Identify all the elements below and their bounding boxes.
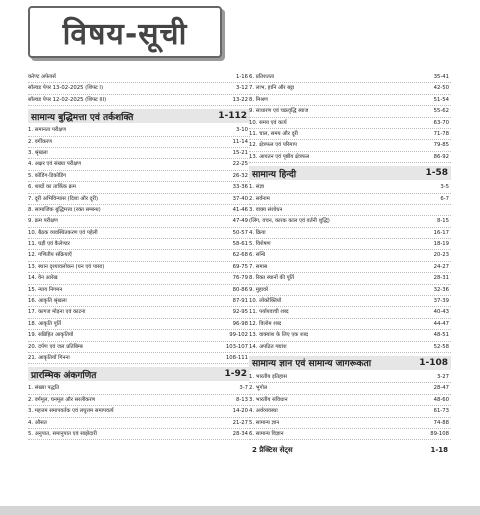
toc-entry-pages: 1-16 [235,73,248,80]
toc-entry [28,319,250,330]
toc-entry-pages: 37-39 [433,298,449,305]
toc-entry-pages: 96-98 [232,320,248,327]
toc-entry [28,262,250,273]
toc-entry-label: 10. लोकोक्तियाँ [249,298,282,305]
toc-entry-pages: 3-5 [440,184,449,191]
toc-entry-pages: 33-36 [232,184,248,191]
section-title: सामान्य ज्ञान एवं सामान्य जागरूकता [252,359,372,370]
toc-entry [249,118,451,129]
toc-entry-label: सॉल्वड पेपर 13-02-2025 (शिफ्ट I) [28,85,104,92]
toc-entry-label: (लिंग, वचन, कारक काल एवं वर्तनी शुद्धि) [249,218,330,225]
toc-entry-label: 7. दूरी अभिविन्यास (दिशा और दूरी) [28,195,99,202]
toc-entry-label: 10. बैठक व्यवस्थितकरण एवं पहेली [28,229,98,236]
toc-entry [249,406,451,417]
toc-entry [28,148,250,159]
section-title: प्रारम्भिक अंकगणित [31,370,97,381]
toc-entry-label: 3. वाक्य संशोधन [249,206,283,213]
section-header-reasoning [28,109,250,123]
toc-entry [28,216,250,227]
toc-entry [28,296,250,307]
toc-entry [249,262,451,273]
practice-sets-row [249,443,451,457]
toc-entry [249,372,451,383]
toc-entry [249,106,451,117]
section-title: सामान्य हिन्दी [252,169,297,180]
toc-entry-label: 9. मुहावरे [249,286,269,293]
reasoning-list [28,125,250,364]
toc-entry-label: 1. भारतीय इतिहास [249,373,287,380]
toc-entry [249,95,451,106]
footer-bar [0,506,480,515]
toc-entry [28,95,250,106]
toc-entry-pages: 35-41 [433,73,449,80]
toc-entry-pages: 76-79 [232,275,248,282]
toc-entry [249,383,451,394]
toc-entry [249,228,451,239]
toc-entry-label: 12. विलोम शब्द [249,320,282,327]
toc-entry [249,129,451,140]
toc-entry-pages: 51-54 [433,96,449,103]
toc-entry [249,395,451,406]
toc-entry-pages: 58-61 [232,241,248,248]
toc-entry [249,152,451,163]
toc-entry-pages: 79-85 [433,142,449,149]
toc-entry-label: 13. वाक्यांश के लिए एक शब्द [249,332,309,339]
toc-entry-label: सॉल्वड पेपर 12-02-2025 (शिफ्ट III) [28,96,107,103]
toc-entry [249,72,451,83]
section-pages: 1-92 [224,369,247,380]
toc-entry [249,307,451,318]
toc-entry-pages: 92-95 [232,309,248,316]
toc-entry-pages: 71-78 [433,130,449,137]
toc-entry [28,182,250,193]
toc-entry-pages: 14-20 [232,408,248,415]
toc-entry-label: 2. भूगोल [249,385,268,392]
toc-entry-pages: 47-49 [232,218,248,225]
toc-entry-label: 6. शब्दों का तार्किक क्रम [28,184,76,191]
toc-entry-label: 1. समानता परीक्षण [28,127,67,134]
section-header-gk [249,356,451,370]
toc-entry-label: 14. अपठित गद्यांश [249,343,287,350]
toc-entry [28,429,250,440]
section-pages: 1-112 [218,111,247,122]
toc-entry [28,159,250,170]
toc-entry-pages: 3-10 [235,127,248,134]
toc-entry-pages: 6-7 [440,195,449,202]
toc-entry-pages: 80-86 [232,286,248,293]
toc-entry-pages: 52-58 [433,343,449,350]
toc-entry-label: 6. प्रतिशतता [249,73,275,80]
toc-entry-pages: 42-50 [433,85,449,92]
section-title: सामान्य बुद्धिमत्ता एवं तर्कशक्ति [31,112,134,123]
toc-entry [249,205,451,216]
gk-list [249,372,451,440]
toc-entry-label: 4. अक्षर एवं संख्या परीक्षण [28,161,81,168]
toc-entry [249,319,451,330]
toc-entry [249,296,451,307]
toc-entry [28,83,250,94]
toc-entry-pages: 21-27 [232,419,248,426]
toc-entry-label: 15. न्याय निगमन [28,286,63,293]
toc-entry-label: 9. क्रम परीक्षण [28,218,58,225]
toc-entry-label: 5. सामान्य ज्ञान [249,419,280,426]
toc-entry-pages: 55-62 [433,108,449,115]
toc-entry-pages: 3-12 [235,85,248,92]
right-column [249,72,451,457]
toc-entry-label: 2. सर्वनाम [249,195,270,202]
toc-entry [28,342,250,353]
toc-entry-pages: 3-27 [436,373,449,380]
toc-entry-label: 21. आकृतियाँ गिनना [28,354,70,361]
toc-entry-label: 8. मिश्रण [249,96,268,103]
toc-entry-pages: 48-60 [433,396,449,403]
toc-entry-pages: 41-46 [232,206,248,213]
toc-entry-label: 1. संज्ञा [249,184,265,191]
toc-entry [249,342,451,353]
toc-entry-pages: 13-22 [232,96,248,103]
toc-entry-pages: 103-107 [225,343,248,350]
toc-entry-pages: 44-47 [433,320,449,327]
section-header-arithmetic [28,367,250,381]
toc-entry-pages: 3-7 [239,385,248,392]
toc-entry-label: 7. लाभ, हानि और बट्टा [249,85,295,92]
toc-entry-pages: 74-88 [433,419,449,426]
arithmetic-continued-list [249,72,451,163]
toc-entry-label: 4. औसत [28,419,47,426]
toc-entry-label: 3. श्रृंखला [28,149,48,156]
toc-entry-pages: 87-91 [232,298,248,305]
section-pages: 1-108 [419,357,448,368]
toc-entry-pages: 40-43 [433,309,449,316]
toc-entry-pages: 50-57 [232,229,248,236]
toc-entry-pages: 8-13 [235,396,248,403]
toc-entry-pages: 26-32 [232,172,248,179]
toc-entry [249,216,451,227]
practice-sets-pages: 1-18 [430,446,448,455]
toc-entry [28,307,250,318]
toc-entry-pages: 48-51 [433,332,449,339]
toc-entry-pages: 28-31 [433,275,449,282]
toc-entry [28,250,250,261]
toc-entry-pages: 15-21 [232,149,248,156]
toc-entry [249,239,451,250]
toc-entry-label: 4. अर्थव्यवस्था [249,408,278,415]
toc-entry-label: 9. साधारण एवं चक्रवृद्धि ब्याज [249,108,309,115]
hindi-list [249,182,451,353]
toc-entry [249,182,451,193]
toc-entry-pages: 32-36 [433,286,449,293]
toc-entry [28,353,250,364]
toc-entry-label: 8. सामाजिक बुद्धिमत्ता (रक्त सम्बन्ध) [28,206,101,213]
toc-entry-label: 6. सन्धि [249,252,266,259]
toc-entry [28,72,250,83]
toc-entry-label: 10. समय एवं कार्य [249,119,287,126]
page-title: विषय-सूची [62,16,188,52]
toc-entry [28,171,250,182]
toc-entry [28,194,250,205]
toc-entry-label: 13. आयतन एवं पृष्ठीय क्षेत्रफल [249,153,310,160]
title-box [28,6,222,58]
toc-entry-pages: 89-108 [430,430,449,437]
practice-sets-label: 2 प्रैक्टिस सेट्स [252,445,293,454]
toc-entry-label: 17. कागज मोड़ना एवं काटना [28,309,86,316]
toc-entry-pages: 69-75 [232,263,248,270]
toc-entry-pages: 18-19 [433,241,449,248]
toc-entry-label: 3. भारतीय संविधान [249,396,288,403]
toc-entry [249,83,451,94]
toc-entry-label: 2. वर्गमूल, घनमूल और सरलीकरण [28,396,96,403]
toc-entry [249,273,451,284]
toc-entry-label: 11. घड़ी एवं कैलेण्डर [28,241,70,248]
toc-entry-label: 5. अनुपात, समानुपात एवं साझेदारी [28,430,97,437]
toc-entry-label: 12. क्षेत्रफल एवं परिमाप [249,142,297,149]
toc-entry-pages: 28-47 [433,385,449,392]
toc-entry-label: 13. स्थान दृश्यावलोकन (घन एवं पासा) [28,263,105,270]
toc-entry [249,330,451,341]
toc-entry [249,418,451,429]
toc-entry-pages: 16-17 [433,229,449,236]
toc-entry-label: 1. संख्या पद्धति [28,385,60,392]
toc-entry-label: 2. वर्गीकरण [28,138,53,145]
toc-entry [28,273,250,284]
toc-entry-pages: 37-40 [232,195,248,202]
toc-entry-label: 5. विशेषण [249,241,271,248]
toc-entry [28,205,250,216]
toc-entry-label: 4. क्रिया [249,229,266,236]
toc-entry [28,395,250,406]
toc-entry-pages: 63-70 [433,119,449,126]
toc-entry [249,194,451,205]
toc-entry-pages: 99-102 [229,332,248,339]
toc-entry [28,406,250,417]
toc-entry-label: 14. वेन आरेख [28,275,58,282]
toc-entry [28,330,250,341]
toc-entry-label: 11. चाल, समय और दूरी [249,130,298,137]
intro-list [28,72,250,106]
toc-entry [28,418,250,429]
toc-entry-pages: 61-73 [433,408,449,415]
toc-entry [28,137,250,148]
toc-entry-label: करेण्ट अफेयर्स [28,73,56,80]
toc-entry [28,125,250,136]
toc-entry-pages: 11-14 [232,138,248,145]
toc-entry-label: 18. आकृति पूर्ति [28,320,62,327]
toc-entry [249,140,451,151]
toc-entry [249,250,451,261]
left-column [28,72,250,440]
toc-entry-label: 16. आकृति श्रृंखला [28,298,67,305]
toc-entry [249,285,451,296]
toc-entry [28,228,250,239]
section-header-hindi [249,166,451,180]
toc-entry [28,285,250,296]
toc-entry-pages: 20-23 [433,252,449,259]
toc-entry-label: 8. रिक्त स्थानों की पूर्ति [249,275,295,282]
toc-entry [28,239,250,250]
toc-entry-label: 20. दर्पण एवं जल प्रतिबिम्ब [28,343,83,350]
section-pages: 1-58 [425,168,448,179]
toc-entry-label: 12. गणितीय संक्रियाएँ [28,252,72,259]
toc-entry-label: 11. पर्यायवाची शब्द [249,309,289,316]
toc-entry-label: 19. सन्निहित आकृतियाँ [28,332,74,339]
toc-entry-label: 6. सामान्य विज्ञान [249,430,284,437]
toc-entry-pages: 22-25 [232,161,248,168]
toc-entry [249,429,451,440]
toc-entry-label: 7. समास [249,263,268,270]
toc-entry-label: 5. कोडिंग-डिकोडिंग [28,172,67,179]
toc-entry-pages: 24-27 [433,263,449,270]
toc-entry-pages: 62-68 [232,252,248,259]
arithmetic-list [28,383,250,440]
toc-entry-pages: 108-111 [225,354,248,361]
toc-entry [28,383,250,394]
toc-entry-pages: 28-34 [232,430,248,437]
toc-entry-label: 3. महत्तम समापवर्तक एवं लघुत्तम समापवर्त्य [28,408,114,415]
toc-entry-pages: 8-15 [436,218,449,225]
toc-entry-pages: 86-92 [433,153,449,160]
